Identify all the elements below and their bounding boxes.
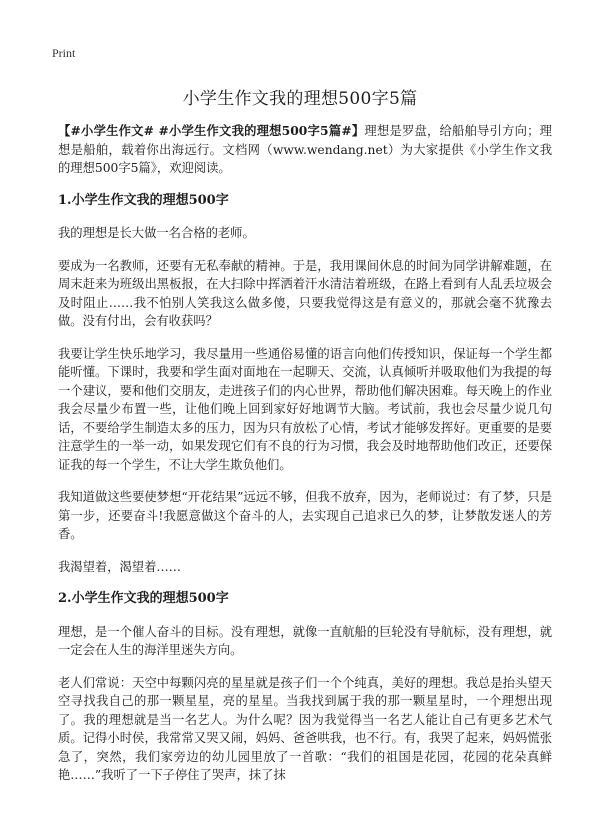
paragraph: 我要让学生快乐地学习，我尽量用一些通俗易懂的语言向他们传授知识，保证每一个学生都能听懂。下课时，我要和学生面对面地在一起聊天、交流，认真倾听并吸取他们为我提的每一个建议，要和他们交朋友，走进孩子们的内心世界，帮助他们解决困难。每天晚上的作业我会尽量少布置一些，让他们晚上回到家好好地调节大脑。考试前，我也会尽量少说几句话，不要给学生制造太多的压力，因为只有放松了心情，考试才能够发挥好。更重要的是要注意学生的一举一动，如果发现它们有不良的行为习惯，我会及时地帮助他们改正，还要保证我的每一个学生，不让大学生欺负他们。: [58, 346, 552, 472]
intro-tags: 【#小学生作文# #小学生作文我的理想500字5篇#】: [58, 123, 365, 138]
print-label[interactable]: Print: [52, 46, 76, 60]
paragraph: 理想，是一个催人奋斗的目标。没有理想，就像一直航船的巨轮没有导航标，没有理想，就一定会在人生的海洋里迷失方向。: [58, 624, 552, 657]
document-title: 小学生作文我的理想500字5篇: [182, 89, 418, 109]
paragraph: 我的理想是长大做一名合格的老师。: [58, 226, 255, 240]
paragraph: 老人们常说：天空中每颗闪亮的星星就是孩子们一个个纯真，美好的理想。我总是抬头望天空寻找我自己的那一颗星星，亮的星星。当我找到属于我的那一颗星星时，一个理想出现了。我的理想就是当一名艺人。为什么呢？因为我觉得当一名艺人能让自己有更多艺术气质。记得小时侯，我常常又哭又闹，妈妈、爸爸哄我，也不行。有，我哭了起来，妈妈慌张急了，突然，我们家旁边的幼儿园里放了一首歌：“我们的祖国是花园，花园的花朵真鲜艳……”我听了一下子停住了哭声，抹了抹: [58, 675, 552, 782]
intro-paragraph: [58, 122, 552, 178]
document-body: [58, 122, 552, 799]
intro-text: 理想是罗盘，给船舶导引方向；理想是船舶，载着你出海远行。文档网（www.wendang.net）为大家提供《小学生作文我的理想500字5篇》，欢迎阅读。: [58, 124, 552, 175]
section-heading: 2.小学生作文我的理想500字: [58, 591, 229, 606]
paragraph: 要成为一名教师，还要有无私奉献的精神。于是，我用课间休息的时间为同学讲解难题，在周末赶来为班级出黑板报，在大扫除中挥洒着汗水清洁着班级，在路上看到有人乱丢垃圾会及时阻止……我不怕别人笑我这么做多傻，只要我觉得这是有意义的，那就会毫不犹豫去做。没有付出，会有收获吗？: [58, 258, 552, 328]
paragraph: 我知道做这些要使梦想“开花结果”远远不够，但我不放弃，因为，老师说过：有了梦，只是第一步，还要奋斗!我愿意做这个奋斗的人，去实现自己追求已久的梦，让梦散发迷人的芳香。: [58, 490, 552, 541]
paragraph: 我渴望着，渴望着……: [58, 559, 181, 574]
section-heading: 1.小学生作文我的理想500字: [58, 192, 229, 208]
